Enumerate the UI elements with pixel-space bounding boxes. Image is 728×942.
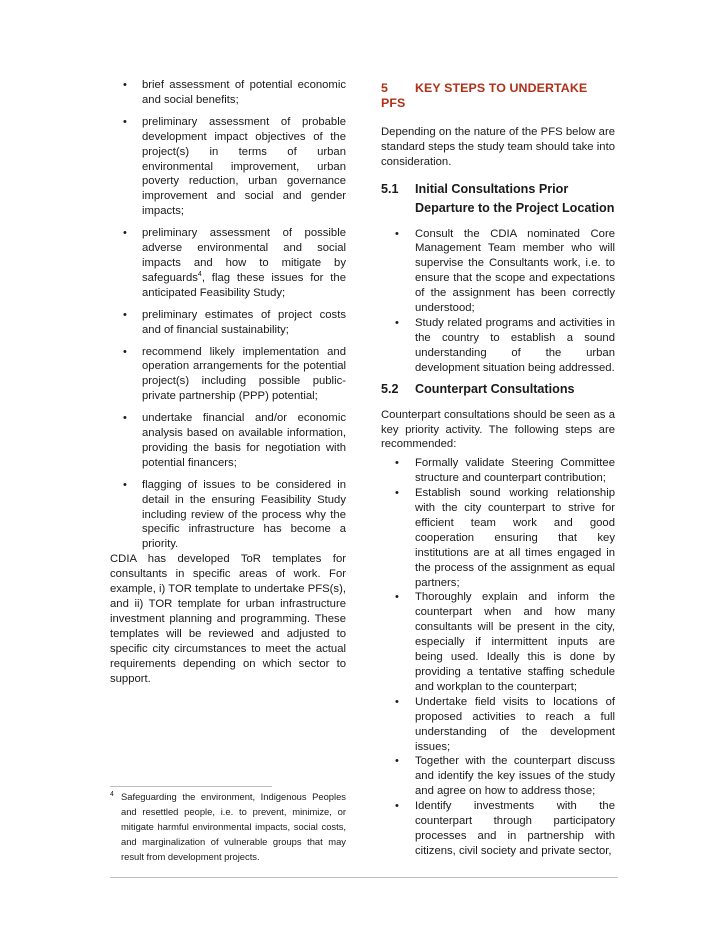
list-item [381, 456, 615, 486]
list-item [110, 308, 346, 338]
section-number: 5 [381, 81, 388, 95]
list-item-text: Formally validate Steering Committee structure and counterpart contribution; [415, 457, 615, 485]
list-item-text: Undertake field visits to locations of proposed activities to reach a full understanding of the development issues; [415, 695, 615, 753]
list-item-text: undertake financial and/or economic analysis based on available information, providing the basis for negotiation with potential financers; [142, 412, 346, 469]
list-item [110, 226, 346, 301]
list-item [381, 227, 615, 316]
footnote-text: Safeguarding the environment, Indigenous Peoples and resettled people, i.e. to prevent, minimize, or mitigate harmful environmental impacts, social costs, and marginalization of vulnerable groups that may result from development projects. [121, 791, 346, 862]
subsection-number: 5.1 [381, 181, 399, 196]
subsection-title: Counterpart Consultations [415, 381, 575, 396]
list-item-text: Consult the CDIA nominated Core Management Team member who will supervise the Consultants work, i.e. to ensure that the scope and expectations of the assignment has been correctly understood; [415, 227, 615, 315]
subsection-heading [381, 180, 615, 218]
left-column [110, 78, 346, 686]
footnote-reference[interactable]: 4 [197, 271, 202, 279]
section-heading [381, 81, 615, 111]
list-item [381, 316, 615, 376]
subsection-title: Initial Consultations Prior Departure to the Project Location [415, 181, 615, 215]
list-item [381, 486, 615, 590]
subsection-intro: Counterpart consultations should be seen as a key priority activity. The following steps are recommended: [381, 408, 615, 451]
list-item-text: Identify investments with the counterpart through participatory processes and in partnership with citizens, civil society and private sector, [415, 800, 615, 857]
list-item [110, 411, 346, 471]
right-column [381, 78, 615, 859]
subsection-heading [381, 380, 615, 399]
list-item-text: preliminary assessment of possible adverse environmental and social impacts and how to mitigate by safeguards [142, 227, 346, 284]
body-paragraph: CDIA has developed ToR templates for consultants in specific areas of work. For example, i) TOR template to undertake PFS(s), and ii) TOR template for urban infrastructure investment planning and programming. These templates will be reviewed and adjusted to specific city circumstances to meet the actual requirements depending on which sector to support. [110, 553, 346, 685]
footnote-separator [110, 786, 272, 787]
list-item [110, 115, 346, 219]
list-item-text: brief assessment of potential economic and social benefits; [142, 79, 346, 106]
list-item-text: flagging of issues to be considered in detail in the ensuring Feasibility Study including review of the process why the specific infrastructure has become a priority. [142, 478, 346, 551]
list-item-text: , flag these issues for the anticipated Feasibility Study; [142, 271, 346, 299]
list-item [381, 754, 615, 799]
subsection-number: 5.2 [381, 381, 399, 396]
list-item [110, 78, 346, 108]
list-item [110, 345, 346, 405]
section-title: KEY STEPS TO UNDERTAKE PFS [381, 81, 588, 110]
section-intro: Depending on the nature of the PFS below are standard steps the study team should take into consideration. [381, 125, 615, 168]
left-bullet-list [110, 78, 346, 552]
list-item-text: Thoroughly explain and inform the counterpart when and how many consultants will be present in the city, especially if intermittent inputs are being used. Ideally this is done by providing a tentative staffing schedule and workplan to the counterpart; [415, 591, 615, 693]
footnote-mark: 4 [110, 791, 114, 798]
footnote [110, 789, 346, 864]
sub2-bullet-list [381, 456, 615, 858]
sub1-bullet-list [381, 227, 615, 376]
list-item-text: recommend likely implementation and operation arrangements for the potential project(s) including possible public-private partnership (PPP) potential; [142, 345, 346, 403]
list-item-text: Establish sound working relationship with the city counterpart to strive for efficient team work and good cooperation ensuring that key institutions are at all times engaged in the process of the assignment as equal partners; [415, 487, 615, 589]
list-item-text: Study related programs and activities in the country to establish a sound understanding of the urban development situation being addressed. [415, 316, 615, 374]
list-item [381, 590, 615, 694]
list-item [381, 695, 615, 755]
list-item [110, 478, 346, 553]
list-item-text: preliminary assessment of probable development impact objectives of the project(s) in terms of urban environmental improvement, urban poverty reduction, urban governance improvement and social and gender impacts; [142, 115, 346, 218]
list-item [381, 799, 615, 859]
list-item-text: preliminary estimates of project costs and of financial sustainability; [142, 308, 346, 336]
list-item-text: Together with the counterpart discuss and identify the key issues of the study and agree on how to address those; [415, 755, 615, 798]
page-footer-rule [110, 877, 618, 878]
